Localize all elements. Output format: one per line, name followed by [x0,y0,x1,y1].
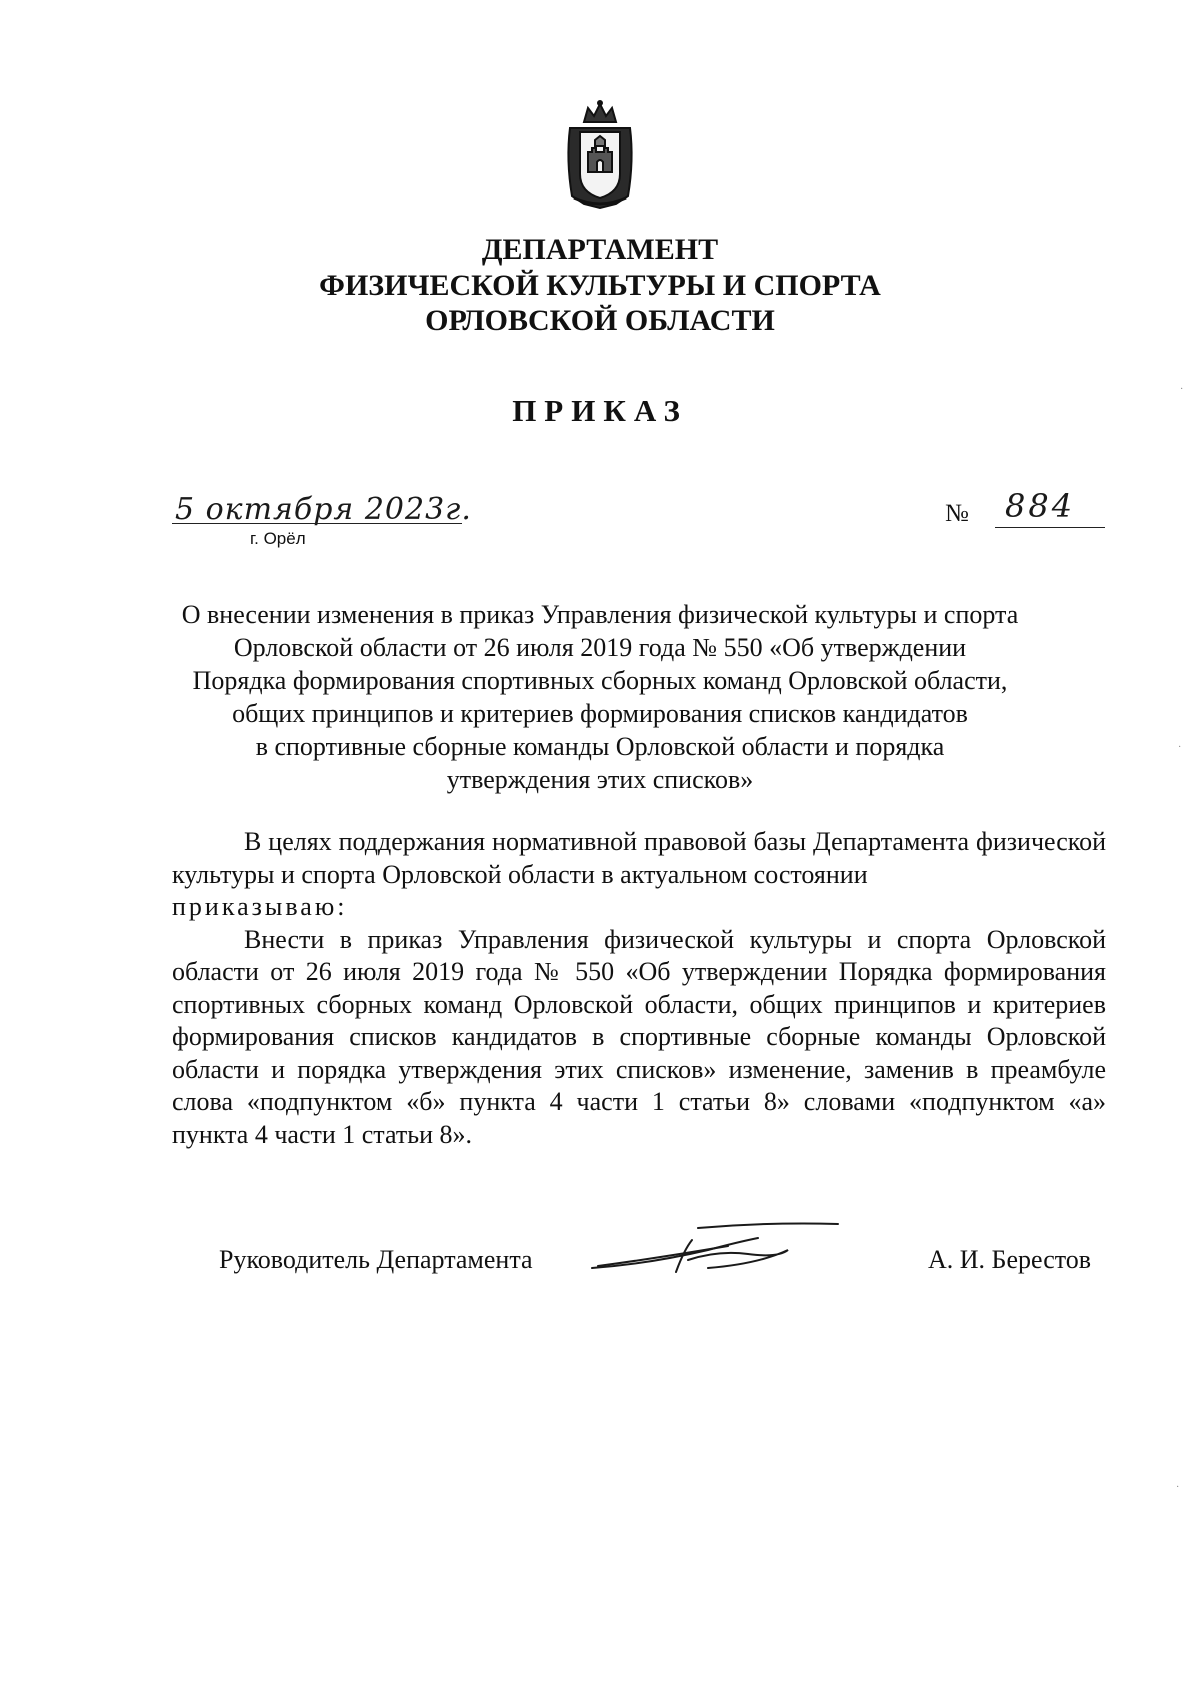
department-title-line-1: ДЕПАРТАМЕНТ [481,233,719,266]
handwritten-date: 5 октября 2023г. [175,492,472,527]
order-subject [175,598,1025,796]
scan-artifact: · [1180,384,1184,395]
order-body [172,826,1106,1151]
department-title-line-3: ОРЛОВСКОЙ ОБЛАСТИ [425,304,775,337]
preamble-text: В целях поддержания нормативной правовой базы Департамента физической культуры и спорта Орловской области в актуальном состоянии [172,827,1106,889]
date-underline [172,523,462,524]
city-label: г. Орёл [250,529,306,548]
resolution-paragraph: Внести в приказ Управления физической культуры и спорта Орловской области от 26 июля 2019 года № 550 «Об утверждении Порядка формирования спортивных сборных команд Орловской области, общих принципов и критериев формирования списков кандидатов в спортивные сборные команды Орловской области и порядка утверждения этих списков» изменение, заменив в преамбуле слова «подпунктом «б» пункта 4 части 1 статьи 8» словами «подпунктом «а» пункта 4 части 1 статьи 8». [172,924,1106,1149]
scan-artifact: · [1178,742,1182,753]
subject-line: утверждения этих списков» [446,765,754,794]
coat-of-arms-emblem [562,100,638,210]
department-title-line-2: ФИЗИЧЕСКОЙ КУЛЬТУРЫ И СПОРТА [319,269,881,302]
number-sign: № [945,500,969,527]
scan-artifact: · [1176,1482,1180,1493]
signatory-name: А. И. Берестов [928,1245,1092,1274]
preamble-paragraph [172,826,1106,924]
subject-line: в спортивные сборные команды Орловской области и порядка [255,732,945,761]
prikazyvayu-word: приказываю: [172,892,348,921]
document-type-title: ПРИКАЗ [512,393,688,428]
handwritten-number: 884 [1005,487,1076,525]
subject-line: О внесении изменения в приказ Управления физической культуры и спорта [181,600,1019,629]
subject-line: Орловской области от 26 июля 2019 года № 550 «Об утверждении [233,633,967,662]
signatory-position: Руководитель Департамента [219,1245,533,1274]
subject-line: Порядка формирования спортивных сборных команд Орловской области, [192,666,1008,695]
subject-line: общих принципов и критериев формирования списков кандидатов [232,699,968,728]
number-underline [995,527,1105,528]
handwritten-signature [588,1220,848,1275]
